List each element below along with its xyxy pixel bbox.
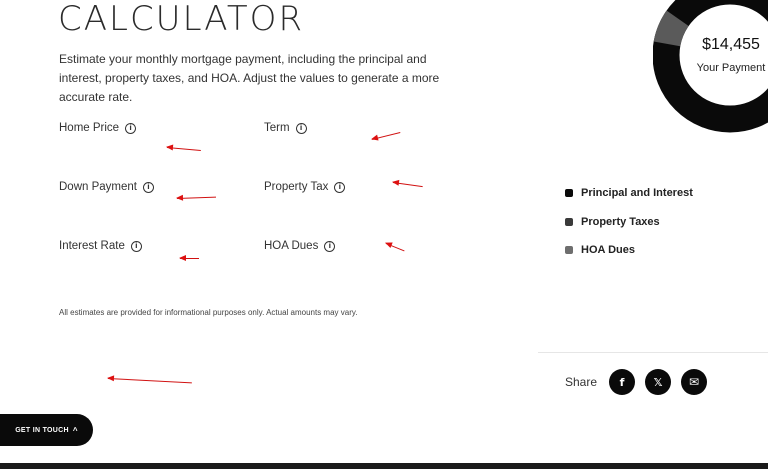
home-price-field-label [59,122,136,134]
down-payment-label: Down Payment [59,181,137,193]
payment-donut-chart [653,0,768,133]
legend-item-taxes [565,216,660,228]
annotation-arrow [393,182,423,187]
legend-label: Property Taxes [581,216,660,228]
footer-bar [0,463,768,469]
hoa-dues-field-label [264,240,335,252]
info-icon[interactable]: i [125,123,136,134]
legend-label: HOA Dues [581,244,635,256]
hoa-dues-label: HOA Dues [264,240,319,252]
info-icon[interactable]: i [131,241,142,252]
legend-swatch [565,218,573,226]
home-price-label: Home Price [59,122,120,134]
legend-item-principal [565,187,693,199]
x-icon: 𝕏 [653,375,663,389]
email-icon: ✉ [688,375,700,389]
annotation-arrow [177,197,216,199]
calculator-description: Estimate your monthly mortgage payment, including the principal and interest, property taxes, and HOA. Adjust the values to generate a more accurate rate. [59,52,440,104]
email-share-button[interactable] [681,369,707,395]
down-payment-field-label [59,181,154,193]
chevron-up-icon: ^ [72,425,78,435]
page-title: CALCULATOR [58,0,305,39]
payment-amount: $14,455 [702,36,760,53]
interest-rate-label: Interest Rate [59,240,125,252]
facebook-icon: f [619,375,625,389]
annotation-arrow [108,378,192,383]
x-share-button[interactable] [645,369,671,395]
info-icon[interactable]: i [143,182,154,193]
property-tax-field-label [264,181,345,193]
annotation-arrow [372,132,400,140]
info-icon[interactable]: i [334,182,345,193]
annotation-arrow [180,258,199,259]
divider [538,352,768,353]
legend-item-hoa [565,244,635,256]
annotation-arrow [386,243,405,251]
facebook-share-button[interactable] [609,369,635,395]
annotation-arrow [167,147,201,151]
get-in-touch-button[interactable] [0,414,93,446]
share-label: Share [565,375,598,389]
property-tax-label: Property Tax [264,181,329,193]
term-label: Term [264,122,290,134]
legend-swatch [565,189,573,197]
get-in-touch-label: GET IN TOUCH [15,426,69,434]
disclaimer-text: All estimates are provided for informational purposes only. Actual amounts may vary. [59,308,358,317]
info-icon[interactable]: i [296,123,307,134]
payment-label: Your Payment [696,62,766,74]
term-field-label [264,122,307,134]
legend-swatch [565,246,573,254]
info-icon[interactable]: i [324,241,335,252]
interest-rate-field-label [59,240,142,252]
legend-label: Principal and Interest [581,187,693,199]
